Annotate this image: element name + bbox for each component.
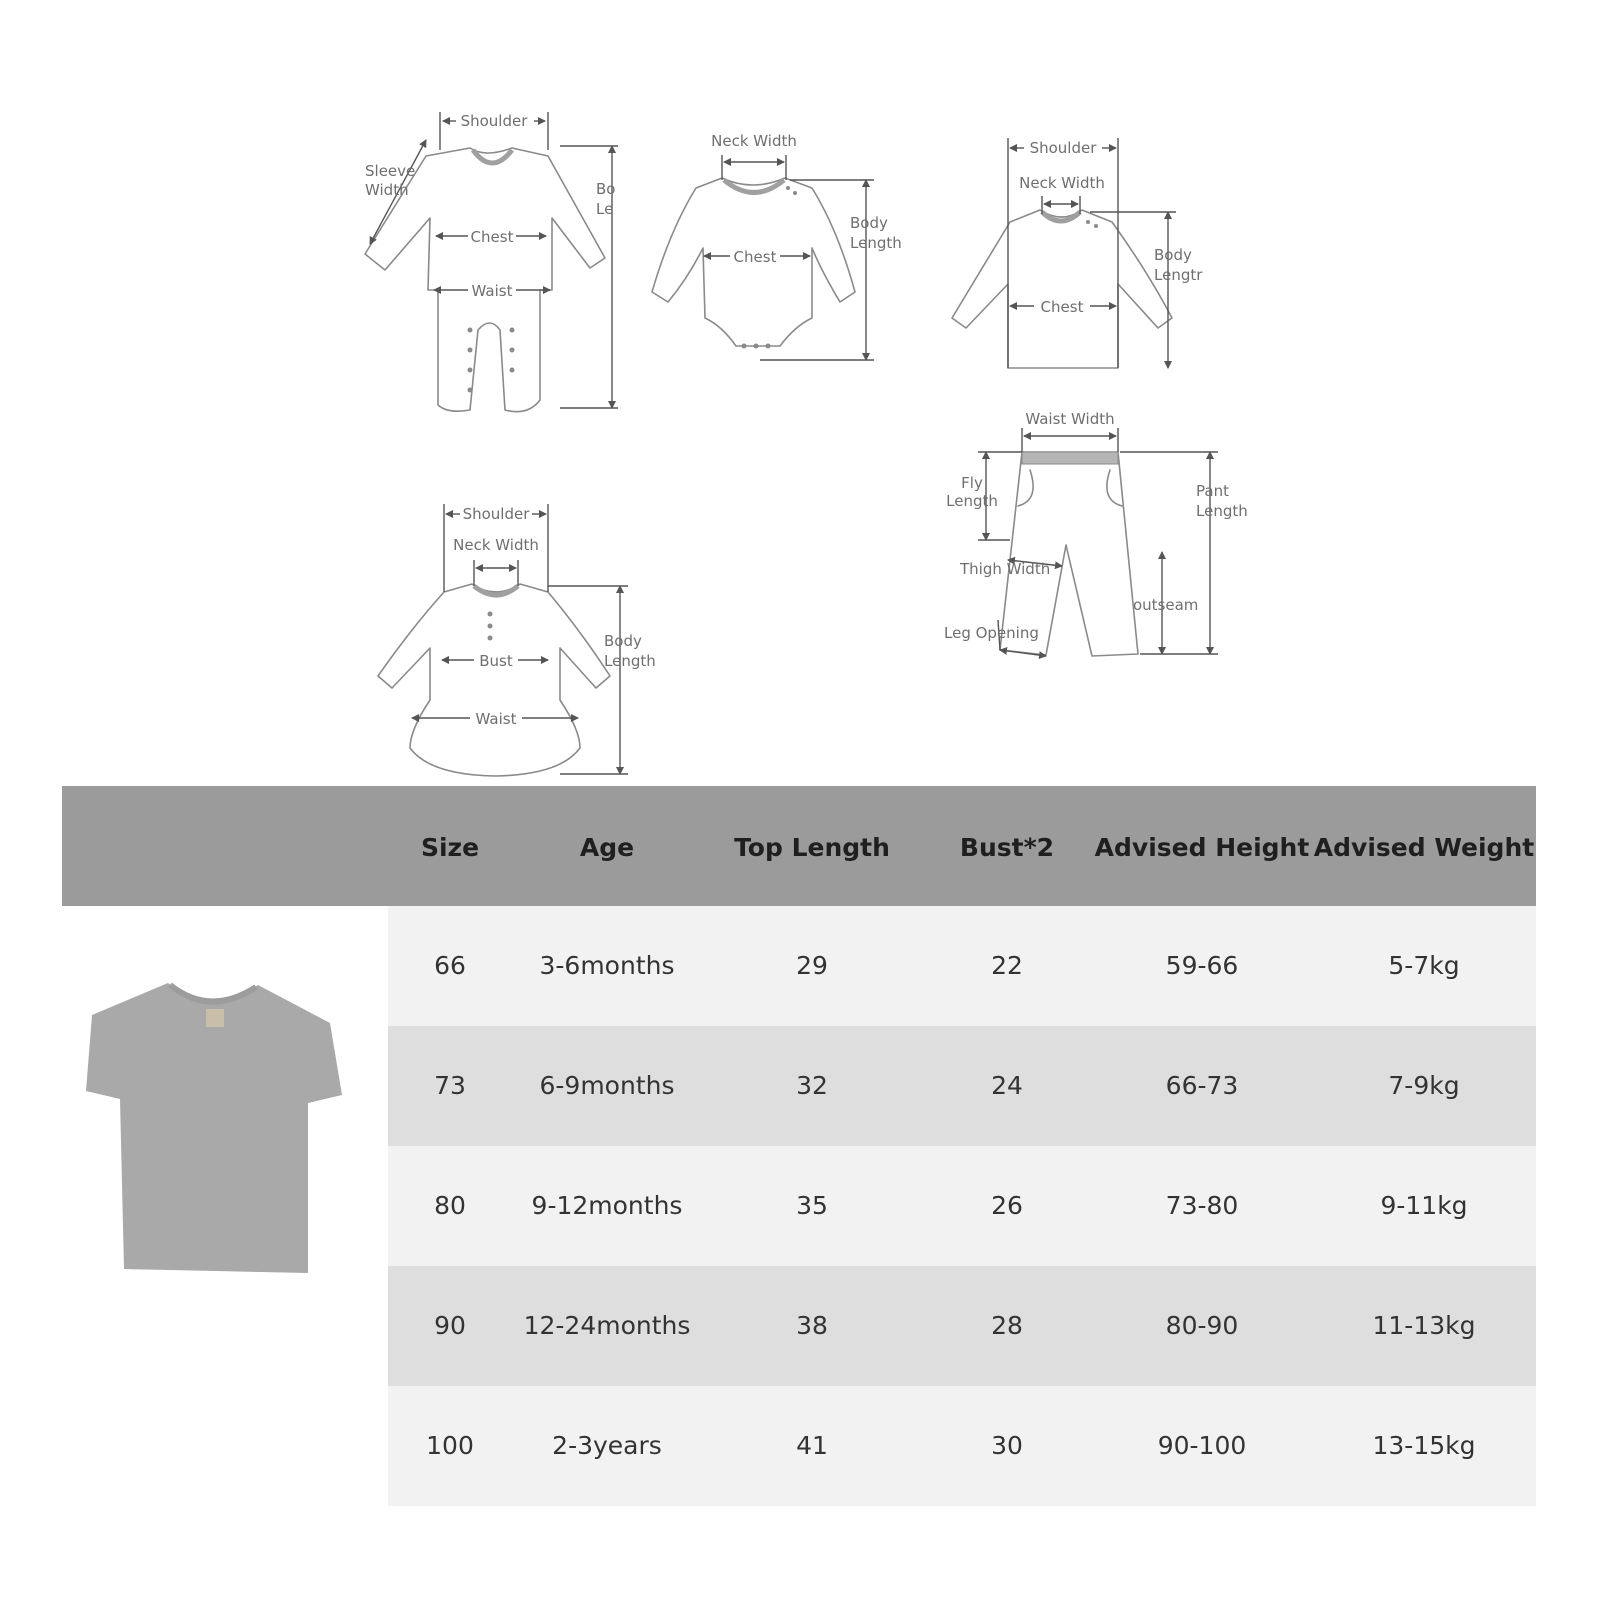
header-advised-height: Advised Height (1094, 833, 1310, 862)
romper-sleeve-width-measure (365, 140, 426, 244)
cell-bust: 26 (991, 1191, 1023, 1220)
romper-body-length-label-2: Le (596, 200, 614, 218)
romper-waist-measure (434, 282, 550, 300)
header-advised-weight: Advised Weight (1313, 833, 1535, 862)
cell-advised-weight: 5-7kg (1388, 951, 1460, 980)
cell-top-length: 38 (796, 1311, 828, 1340)
cell-advised-height: 66-73 (1165, 1071, 1239, 1100)
top-body-length-label-2: Lengtr (1154, 266, 1203, 284)
dress-body-length-label-1: Body (604, 632, 642, 650)
header-size: Size (420, 833, 480, 862)
bodysuit-body-length-label-2: Length (850, 234, 902, 252)
cell-advised-weight: 11-13kg (1372, 1311, 1476, 1340)
pants-thigh-width-measure (959, 560, 1062, 578)
cell-age: 9-12months (531, 1191, 683, 1220)
pants-fly-length-measure (946, 452, 1022, 540)
table-row (388, 1146, 1536, 1266)
table-row (388, 1386, 1536, 1506)
top-chest-label: Chest (1040, 298, 1084, 316)
romper-sleeve-width-label-1: Sleeve (365, 162, 416, 180)
bodysuit-diagram (652, 132, 902, 360)
pants-leg-opening-label: Leg Opening (944, 624, 1039, 642)
pants-waistband (1022, 452, 1118, 464)
cell-advised-weight: 9-11kg (1380, 1191, 1468, 1220)
table-row (388, 1026, 1536, 1146)
pants-diagram (944, 410, 1248, 656)
pants-thigh-width-label: Thigh Width (960, 560, 1051, 578)
header-top-length: Top Length (734, 833, 890, 862)
dress-waist-measure (412, 710, 578, 728)
cell-size: 73 (434, 1071, 466, 1100)
pants-leg-opening-measure (944, 620, 1046, 656)
pants-fly-length-label-1: Fly (961, 474, 983, 492)
cell-bust: 30 (991, 1431, 1023, 1460)
bodysuit-neck-width-measure (711, 132, 797, 180)
bodysuit-chest-label: Chest (733, 248, 777, 266)
romper-chest-label: Chest (470, 228, 514, 246)
cell-size: 100 (426, 1431, 474, 1460)
cell-top-length: 41 (796, 1431, 828, 1460)
cell-advised-height: 90-100 (1157, 1431, 1247, 1460)
dress-neck-width-measure (453, 536, 539, 586)
bodysuit-body-length-measure (760, 180, 902, 360)
dress-neck-width-label: Neck Width (453, 536, 539, 554)
romper-shoulder-measure (440, 112, 548, 150)
table-header (62, 786, 1536, 906)
top-shoulder-label: Shoulder (1029, 139, 1097, 157)
top-neck-width-measure (1019, 174, 1105, 214)
cell-size: 80 (434, 1191, 466, 1220)
cell-bust: 22 (991, 951, 1023, 980)
cell-size: 66 (434, 951, 466, 980)
romper-diagram (365, 112, 618, 412)
pants-pant-length-label-2: Length (1196, 502, 1248, 520)
pants-fly-length-label-2: Length (946, 492, 998, 510)
cell-advised-height: 59-66 (1165, 951, 1239, 980)
pants-pant-length-label-1: Pant (1196, 482, 1229, 500)
cell-top-length: 32 (796, 1071, 828, 1100)
table-row (388, 906, 1536, 1026)
pants-pant-length-measure (1120, 452, 1248, 654)
top-buttons (1086, 220, 1098, 228)
tshirt-tag (206, 1009, 224, 1027)
bodysuit-chest-measure (704, 248, 810, 266)
dress-waist-label: Waist (475, 710, 517, 728)
pants-pockets (1018, 470, 1122, 506)
pants-waist-width-measure (1022, 410, 1118, 452)
romper-sleeve-width-label-2: Width (365, 181, 409, 199)
table-row (388, 1266, 1536, 1386)
top-outline (952, 210, 1172, 368)
top-shoulder-measure (1008, 138, 1118, 368)
tshirt-product-image (80, 975, 350, 1275)
romper-waist-label: Waist (471, 282, 513, 300)
bodysuit-body-length-label-1: Body (850, 214, 888, 232)
dress-collar (474, 586, 518, 595)
cell-advised-weight: 13-15kg (1372, 1431, 1476, 1460)
bodysuit-neck-width-label: Neck Width (711, 132, 797, 150)
romper-shoulder-label: Shoulder (460, 112, 528, 130)
pants-waist-width-label: Waist Width (1025, 410, 1115, 428)
top-neck-width-label: Neck Width (1019, 174, 1105, 192)
header-age: Age (579, 833, 635, 862)
cell-top-length: 29 (796, 951, 828, 980)
cell-advised-weight: 7-9kg (1388, 1071, 1460, 1100)
top-diagram (952, 138, 1203, 368)
cell-age: 2-3years (552, 1431, 662, 1460)
pants-outseam-label: outseam (1133, 596, 1199, 614)
measurement-diagrams (0, 0, 1600, 780)
romper-chest-measure (436, 228, 546, 246)
dress-body-length-measure (548, 586, 656, 774)
cell-advised-height: 73-80 (1165, 1191, 1239, 1220)
dress-body-length-label-2: Length (604, 652, 656, 670)
pants-outseam-measure (1133, 552, 1198, 654)
cell-age: 6-9months (539, 1071, 675, 1100)
dress-buttons (488, 612, 493, 641)
dress-diagram (378, 504, 656, 776)
dress-outline (378, 584, 610, 776)
romper-body-length-measure (560, 146, 618, 408)
romper-body-length-label-1: Bo (596, 180, 616, 198)
top-body-length-label-1: Body (1154, 246, 1192, 264)
cell-bust: 28 (991, 1311, 1023, 1340)
dress-shoulder-label: Shoulder (462, 505, 530, 523)
dress-bust-measure (442, 652, 548, 670)
bodysuit-snaps (742, 186, 798, 349)
cell-size: 90 (434, 1311, 466, 1340)
cell-top-length: 35 (796, 1191, 828, 1220)
cell-bust: 24 (991, 1071, 1023, 1100)
top-chest-measure (1010, 298, 1116, 316)
top-body-length-measure (1090, 212, 1203, 368)
header-bust: Bust*2 (959, 833, 1055, 862)
cell-age: 3-6months (539, 951, 675, 980)
cell-age: 12-24months (523, 1311, 691, 1340)
dress-bust-label: Bust (479, 652, 513, 670)
cell-advised-height: 80-90 (1165, 1311, 1239, 1340)
